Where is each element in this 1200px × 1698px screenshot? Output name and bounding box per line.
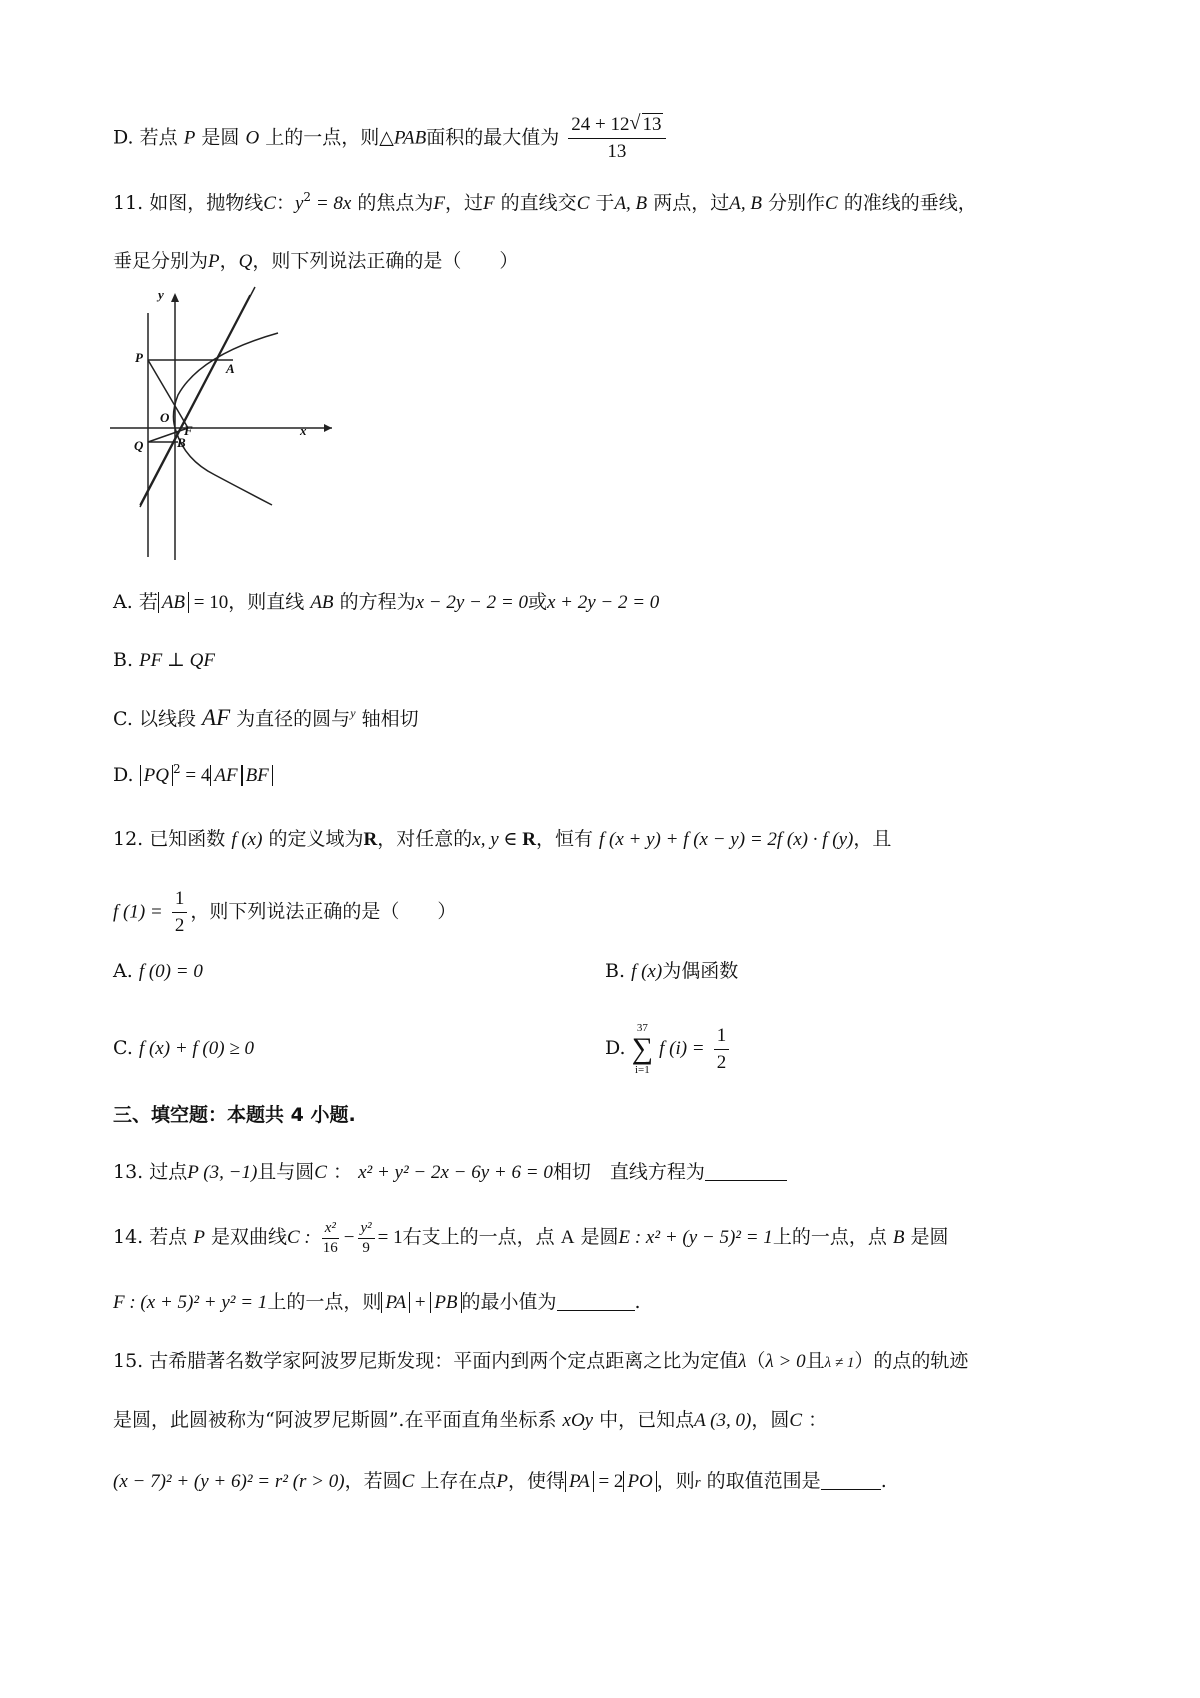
math-var: A, B — [729, 193, 762, 214]
abs-value: PB — [430, 1292, 461, 1313]
text: ，对任意的 — [377, 828, 473, 850]
q15-line2 — [113, 1405, 827, 1436]
math-var: C : — [287, 1227, 311, 1248]
text: 分别作 — [767, 192, 825, 214]
text: 上的一点，则 — [267, 1291, 382, 1313]
denominator: 16 — [322, 1239, 338, 1256]
numerator: x² — [322, 1219, 339, 1239]
label-q: Q — [134, 438, 144, 453]
text: ，则 — [656, 1470, 695, 1492]
option-label: D. — [605, 1037, 626, 1059]
radicand: 13 — [642, 114, 662, 135]
text: ，则直线 — [228, 591, 305, 613]
math-var: AF — [202, 705, 231, 730]
text: 两点，过 — [653, 192, 730, 214]
upper-limit: 37 — [636, 1022, 648, 1034]
math-var: Q — [238, 251, 253, 272]
denominator: 2 — [716, 1051, 727, 1073]
half-fraction — [172, 886, 188, 939]
text: 若点 — [139, 126, 178, 149]
text: ，圆 — [751, 1409, 790, 1431]
chord-line — [140, 295, 250, 505]
text: ，则下列说法正确的是（ ） — [252, 250, 519, 272]
math-expr: x − 2y − 2 = 0 — [415, 592, 528, 613]
q13 — [113, 1157, 787, 1188]
q11-option-a — [113, 587, 659, 618]
math-var: F — [483, 193, 495, 214]
text: 且与圆 — [257, 1161, 315, 1183]
text: 轴相切 — [361, 708, 419, 730]
text: 上的一点，点 — [772, 1226, 887, 1248]
question-number: 13. — [113, 1161, 144, 1183]
text: 若点 — [149, 1226, 188, 1248]
numerator: 24 + 12 — [571, 114, 630, 135]
text: 上的一点，则 — [265, 126, 380, 149]
math-expr: E : x² + (y − 5)² = 1 — [618, 1227, 773, 1248]
text: ，且 — [853, 828, 892, 850]
text: . — [634, 1291, 641, 1313]
label-y: y — [158, 287, 164, 302]
q12-option-b — [605, 956, 738, 987]
answer-blank[interactable] — [821, 1471, 881, 1490]
math-op: − — [343, 1227, 355, 1248]
label-f: F — [184, 423, 193, 438]
text: . — [880, 1470, 887, 1492]
q12-line1 — [113, 824, 891, 855]
text: 右支上的一点，点 — [402, 1226, 555, 1248]
math-expr: x + 2y − 2 = 0 — [546, 592, 660, 613]
text: 的取值范围是 — [706, 1470, 821, 1492]
question-number: 15. — [113, 1350, 144, 1372]
text: 是圆 — [580, 1226, 619, 1248]
math-expr: PF ⊥ QF — [139, 650, 215, 671]
math-expr: f (x) — [231, 829, 263, 850]
parabola-curve — [173, 333, 278, 505]
math-expr: = 10 — [189, 592, 229, 613]
math-expr: (x − 7)² + (y + 6)² = r² (r > 0) — [113, 1471, 345, 1492]
text: 已知函数 — [149, 828, 226, 850]
math-expr: = 1 — [377, 1227, 403, 1248]
text: 于 — [595, 192, 615, 214]
text: 的焦点为 — [357, 192, 434, 214]
text: 若 — [138, 591, 158, 613]
numerator: 1 — [714, 1023, 730, 1050]
q11-line1: 11. 如图，抛物线C：$y^2 = 8x$ 的焦点为F，过F 的直线交C 于A, B 两点，过A, B 分别作C 的准线的垂线， — [113, 190, 977, 214]
math-var: y — [350, 706, 356, 720]
option-label: D. — [113, 764, 134, 786]
math-expr: λ ≠ 1 — [824, 1355, 855, 1371]
math-var: xOy — [562, 1410, 594, 1431]
answer-blank[interactable] — [557, 1292, 635, 1311]
math-expr: f (1) = — [113, 901, 163, 923]
text: ）的点的轨迹 — [854, 1350, 969, 1372]
text: 或 — [527, 591, 547, 613]
math-var: △PAB — [379, 127, 427, 149]
abs-value: AF — [210, 765, 241, 786]
label-a: A — [226, 361, 235, 376]
numerator: y² — [358, 1219, 375, 1239]
q15-line3 — [113, 1466, 887, 1498]
label-b: B — [177, 435, 186, 450]
numerator: 1 — [172, 886, 188, 913]
section-title: 三、填空题：本题共 4 小题. — [113, 1104, 356, 1126]
math-var: C — [263, 193, 276, 214]
text: ，若圆 — [344, 1470, 402, 1492]
denominator: 13 — [607, 141, 627, 162]
math-set: R — [363, 829, 378, 850]
math-expr: P (3, −1) — [187, 1162, 258, 1183]
q12-line2 — [113, 886, 456, 939]
q12-option-a — [113, 956, 203, 987]
denominator: 9 — [362, 1239, 370, 1256]
math-var: P — [193, 1227, 205, 1248]
text: 垂足分别为 — [113, 250, 209, 272]
option-label: C. — [113, 1037, 133, 1059]
math-var: P — [183, 127, 196, 149]
q15-line1 — [113, 1346, 968, 1378]
math-expr: f (x + y) + f (x − y) = 2f (x) · f (y) — [599, 829, 854, 850]
question-number: 14. — [113, 1226, 144, 1248]
option-label: B. — [605, 960, 626, 982]
chord-line-main — [140, 287, 255, 507]
text: ， — [219, 250, 239, 272]
text: 是双曲线 — [210, 1226, 287, 1248]
abs-value: AB — [158, 592, 189, 613]
math-expr: = 2 — [593, 1471, 624, 1492]
text: 是圆，此圆被称为“阿波罗尼斯圆”.在平面直角坐标系 — [113, 1409, 557, 1431]
math-expr: F : (x + 5)² + y² = 1 — [113, 1292, 268, 1313]
math-op: + — [410, 1292, 431, 1313]
text: 且 — [805, 1350, 825, 1372]
text: ： — [333, 1161, 353, 1183]
math-var: B — [892, 1227, 905, 1248]
text: 是圆 — [201, 126, 240, 149]
math-expr: λ > 0 — [765, 1351, 806, 1372]
option-label: A. — [113, 591, 133, 613]
math-var: P — [208, 251, 220, 272]
math-var: A — [560, 1227, 575, 1248]
math-var: r — [694, 1475, 701, 1491]
text: 的准线的垂线， — [843, 192, 977, 214]
math-var: F — [433, 193, 445, 214]
math-var: C — [825, 193, 838, 214]
math-var: y — [294, 193, 304, 214]
option-label: C. — [113, 708, 133, 730]
text: ，过 — [445, 192, 484, 214]
q11-option-d: D. PQ $^2$ = 4 AF BF — [113, 760, 273, 791]
text: 的最小值为 — [461, 1291, 557, 1313]
abs-value: PO — [623, 1471, 656, 1492]
text: 上存在点 — [420, 1470, 497, 1492]
math-expr: f (i) = — [659, 1038, 705, 1059]
math-expr: f (x) — [631, 961, 663, 982]
text: 为偶函数 — [662, 960, 739, 982]
label-o: O — [160, 410, 170, 425]
abs-value: PQ — [140, 765, 173, 786]
math-var: λ — [738, 1351, 747, 1372]
math-expr: = 8x — [311, 193, 352, 214]
text: 如图，抛物线 — [149, 192, 264, 214]
math-var: C — [401, 1471, 415, 1492]
q14-line2 — [113, 1287, 641, 1318]
math-set: R — [522, 829, 536, 850]
text: ： — [808, 1409, 828, 1431]
question-number: 12. — [113, 828, 144, 850]
q11-option-c — [113, 703, 419, 734]
q11-line2 — [113, 246, 518, 277]
abs-value: PA — [565, 1471, 594, 1492]
text: 面积的最大值为 — [426, 126, 560, 149]
q11-option-b — [113, 645, 215, 676]
math-expr: f (x) + f (0) ≥ 0 — [138, 1038, 255, 1059]
math-expr: x, y ∈ — [472, 829, 523, 850]
math-var: A, B — [614, 193, 648, 214]
area-fraction: 24 + 12 √ 13 13 — [568, 112, 665, 165]
text: 古希腊著名数学家阿波罗尼斯发现：平面内到两个定点距离之比为定值 — [149, 1350, 739, 1372]
q12-option-c — [113, 1033, 254, 1064]
half-fraction — [714, 1023, 730, 1076]
lower-limit: i=1 — [634, 1064, 650, 1076]
abs-value: PA — [381, 1292, 410, 1313]
math-var: C — [314, 1162, 327, 1183]
text: 为直径的圆与 — [236, 708, 351, 730]
label-x: x — [300, 423, 307, 438]
denominator: 2 — [174, 915, 185, 936]
text: 中，已知点 — [599, 1409, 695, 1431]
text: ，使得 — [507, 1470, 565, 1492]
text: 过点 — [149, 1161, 188, 1183]
sigma-symbol: ∑ — [631, 1032, 654, 1065]
hyperbola-x-fraction — [320, 1219, 341, 1258]
abs-value: BF — [242, 765, 273, 786]
math-expr: = 4 — [180, 765, 211, 786]
option-label: A. — [113, 960, 133, 982]
text: ，恒有 — [535, 828, 593, 850]
math-var: AB — [310, 592, 334, 613]
text: 相切 直线方程为 — [552, 1161, 705, 1183]
text: ： — [275, 192, 295, 214]
text: ，则下列说法正确的是（ ） — [190, 900, 457, 923]
math-var: O — [245, 127, 260, 149]
math-expr: A (3, 0) — [694, 1410, 752, 1431]
math-var: P — [496, 1471, 508, 1492]
summation — [632, 1022, 653, 1076]
q10-option-d — [113, 112, 669, 165]
q12-option-d — [605, 1022, 732, 1076]
parabola-figure — [100, 285, 340, 565]
math-var: C — [576, 193, 590, 214]
option-label: B. — [113, 649, 134, 671]
text: 以线段 — [138, 708, 196, 730]
math-var: C — [789, 1410, 803, 1431]
q14-line1 — [113, 1210, 949, 1265]
text: 的定义域为 — [268, 828, 364, 850]
label-p: P — [135, 350, 143, 365]
answer-blank[interactable] — [705, 1162, 787, 1181]
text: （ — [746, 1350, 766, 1372]
math-expr: f (0) = 0 — [138, 961, 203, 982]
option-label: D. — [113, 126, 134, 149]
text: 是圆 — [910, 1226, 949, 1248]
question-number: 11. — [113, 192, 144, 214]
math-expr: x² + y² − 2x − 6y + 6 = 0 — [358, 1162, 553, 1183]
hyperbola-y-fraction — [358, 1219, 375, 1258]
text: 的方程为 — [339, 591, 416, 613]
text: 的直线交 — [500, 192, 577, 214]
